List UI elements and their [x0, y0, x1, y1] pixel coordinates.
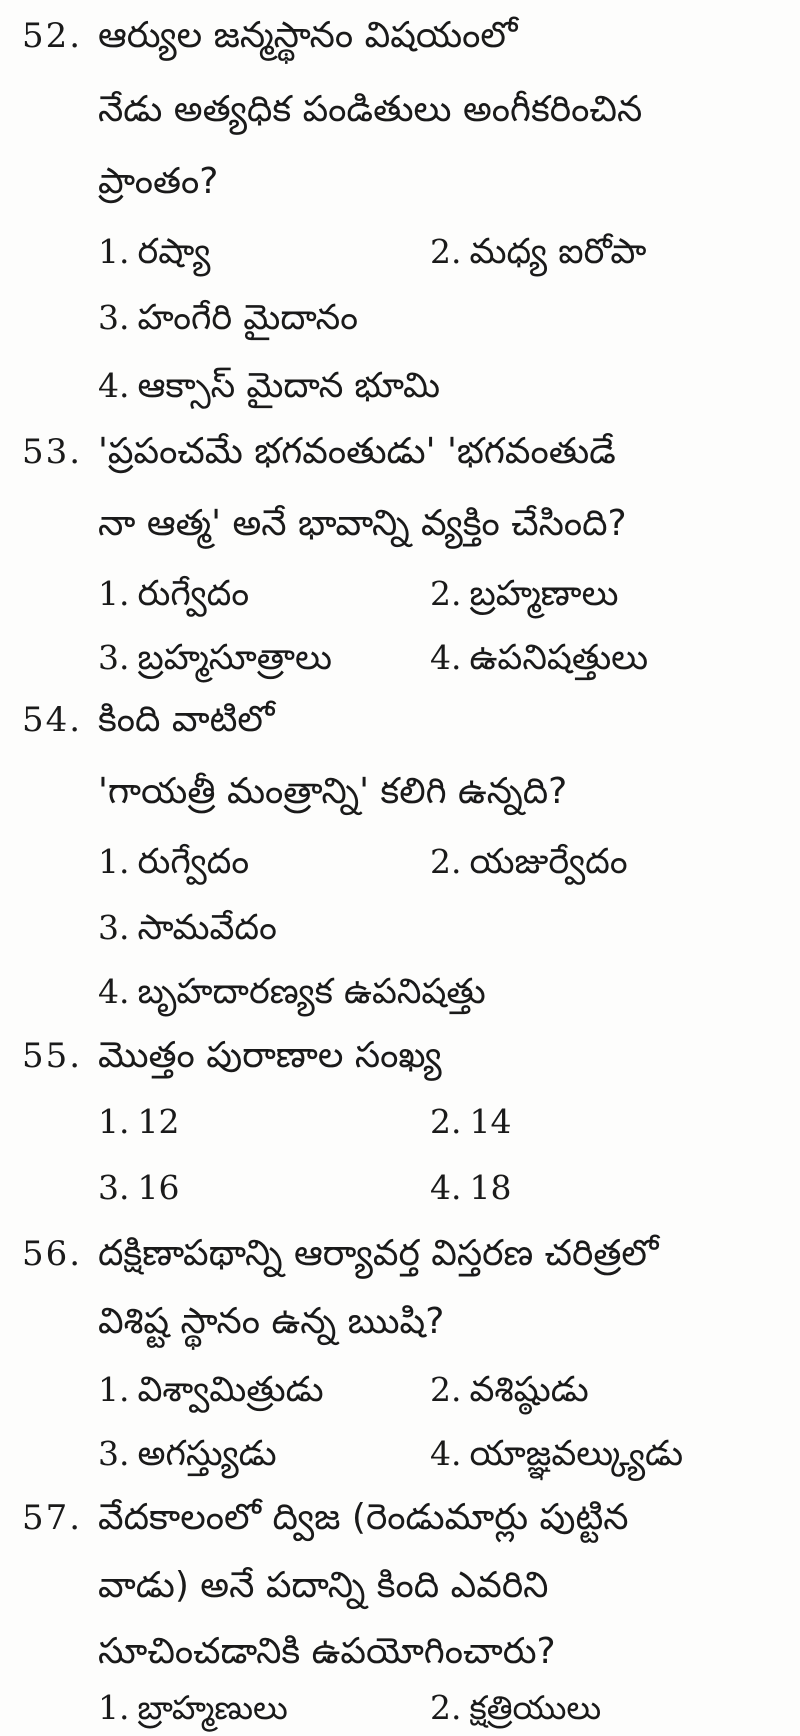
question-text-line: ఆర్యుల జన్మస్థానం విషయంలో [98, 15, 518, 56]
option-text: 16 [137, 1168, 180, 1207]
option-number: 2. [430, 574, 462, 613]
option-3 [98, 636, 332, 680]
question-text-line: సూచించడానికి ఉపయోగించారు? [98, 1631, 556, 1672]
option-text: హంగేరి మైదానం [137, 298, 358, 338]
option-text: యజుర్వేదం [469, 842, 628, 882]
option-number: 2. [430, 1370, 462, 1409]
option-text: బృహదారణ్యక ఉపనిషత్తు [137, 972, 486, 1012]
option-number: 1. [98, 1370, 130, 1409]
option-2 [430, 1688, 601, 1728]
question-number: 53. [22, 432, 83, 472]
option-3 [98, 296, 358, 340]
option-number: 4. [430, 1434, 462, 1473]
option-text: రుగ్వేదం [137, 842, 250, 882]
option-1 [98, 1368, 324, 1412]
option-text: బ్రాహ్మణులు [137, 1688, 288, 1727]
option-number: 2. [430, 842, 462, 881]
option-3 [98, 906, 277, 950]
option-number: 1. [98, 1102, 130, 1141]
option-text: వశిష్ఠుడు [469, 1370, 589, 1410]
option-number: 3. [98, 298, 130, 337]
option-text: రష్యా [137, 232, 211, 272]
option-2 [430, 840, 628, 884]
option-number: 3. [98, 638, 130, 677]
option-number: 4. [430, 638, 462, 677]
option-1 [98, 230, 210, 274]
question-number: 57. [22, 1498, 83, 1538]
option-4 [98, 970, 486, 1014]
option-4 [430, 636, 648, 680]
option-1 [98, 840, 249, 884]
option-4 [430, 1432, 683, 1476]
option-2 [430, 230, 646, 274]
question-number: 56. [22, 1234, 83, 1274]
option-number: 4. [98, 366, 130, 405]
option-number: 1. [98, 232, 130, 271]
option-1 [98, 572, 249, 616]
option-text: 18 [469, 1168, 512, 1207]
question-number: 54. [22, 700, 83, 740]
option-number: 4. [430, 1168, 462, 1207]
option-text: క్షత్రియులు [469, 1688, 602, 1727]
question-text-line: కింది వాటిలో [98, 699, 275, 740]
option-number: 3. [98, 1434, 130, 1473]
option-text: రుగ్వేదం [137, 574, 250, 614]
option-2 [430, 572, 619, 616]
option-number: 4. [98, 972, 130, 1011]
option-number: 2. [430, 1102, 462, 1141]
option-2 [430, 1100, 512, 1144]
option-text: విశ్వామిత్రుడు [137, 1370, 324, 1410]
option-text: మధ్య ఐరోపా [469, 232, 647, 272]
question-text-line: మొత్తం పురాణాల సంఖ్య [98, 1035, 442, 1076]
question-text-line: దక్షిణాపథాన్ని ఆర్యావర్త విస్తరణ చరిత్రలో [98, 1233, 659, 1274]
option-text: 14 [469, 1102, 512, 1141]
option-number: 1. [98, 1688, 130, 1727]
option-text: బ్రహ్మణాలు [469, 574, 619, 614]
option-4 [98, 364, 440, 408]
option-text: యాజ్ఞవల్క్యుడు [469, 1434, 684, 1474]
option-text: ఆక్సాస్ మైదాన భూమి [137, 366, 440, 406]
question-text-line: 'గాయత్రీ మంత్రాన్ని' కలిగి ఉన్నది? [98, 771, 568, 812]
question-text-line: వేదకాలంలో ద్విజ (రెండుమార్లు పుట్టిన [98, 1497, 629, 1538]
question-text-line: వాడు) అనే పదాన్ని కింది ఎవరిని [98, 1565, 549, 1606]
option-3 [98, 1166, 180, 1210]
question-text-line: 'ప్రపంచమే భగవంతుడు' 'భగవంతుడే [98, 431, 616, 472]
option-1 [98, 1100, 180, 1144]
option-text: బ్రహ్మసూత్రాలు [137, 638, 332, 678]
question-text-line: నా ఆత్మ' అనే భావాన్ని వ్యక్తిం చేసింది? [98, 503, 627, 544]
option-text: 12 [137, 1102, 180, 1141]
option-3 [98, 1432, 277, 1476]
question-number: 52. [22, 16, 83, 56]
option-number: 3. [98, 1168, 130, 1207]
option-4 [430, 1166, 512, 1210]
option-text: సామవేదం [137, 908, 277, 948]
option-text: అగస్త్యుడు [137, 1434, 277, 1474]
option-number: 1. [98, 842, 130, 881]
option-number: 3. [98, 908, 130, 947]
question-text-line: నేడు అత్యధిక పండితులు అంగీకరించిన [98, 89, 643, 130]
option-1 [98, 1688, 288, 1728]
option-number: 2. [430, 232, 462, 271]
option-text: ఉపనిషత్తులు [469, 638, 649, 678]
question-text-line: ప్రాంతం? [98, 161, 219, 202]
option-number: 2. [430, 1688, 462, 1727]
question-text-line: విశిష్ట స్థానం ఉన్న ఋషి? [98, 1301, 445, 1342]
question-number: 55. [22, 1036, 83, 1076]
option-number: 1. [98, 574, 130, 613]
option-2 [430, 1368, 589, 1412]
